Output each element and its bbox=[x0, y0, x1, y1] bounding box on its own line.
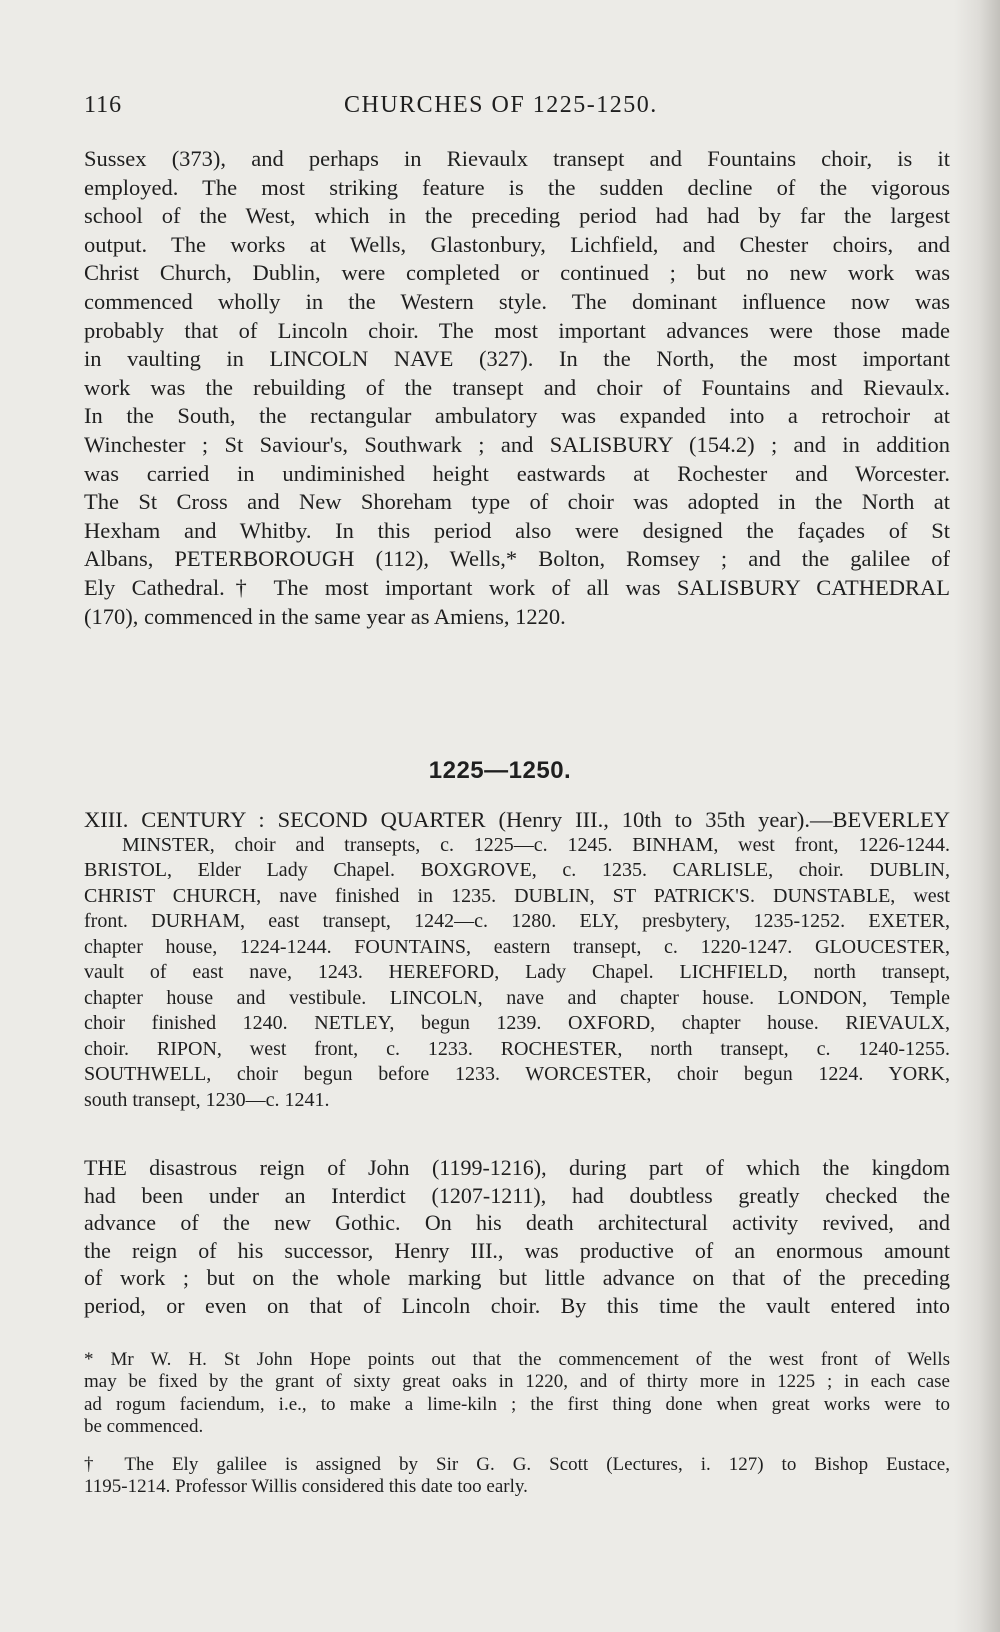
running-title: CHURCHES OF 1225-1250. bbox=[344, 92, 658, 118]
text-line: output. The works at Wells, Glastonbury, Lichfield, and Chester choirs, and bbox=[84, 231, 950, 257]
footnote-line: 1195-1214. Professor Willis considered this date too early. bbox=[84, 1476, 528, 1498]
century-building-list bbox=[84, 807, 950, 1113]
list-line: CHRIST CHURCH, nave finished in 1235. DUBLIN, ST PATRICK'S. DUNSTABLE, west bbox=[84, 884, 950, 907]
page-edge-shadow bbox=[954, 0, 1000, 1632]
list-line: choir finished 1240. NETLEY, begun 1239. OXFORD, chapter house. RIEVAULX, bbox=[84, 1012, 950, 1034]
text-line: Ely Cathedral.† The most important work of all was SALISBURY CATHEDRAL bbox=[84, 574, 950, 600]
footnote-line: may be fixed by the grant of sixty great oaks in 1220, and of thirty more in 1225 ; in each case bbox=[84, 1371, 950, 1393]
text-line: The St Cross and New Shoreham type of choir was adopted in the North at bbox=[84, 489, 950, 515]
running-header bbox=[84, 92, 952, 124]
text-line: commenced wholly in the Western style. The dominant influence now was bbox=[84, 288, 950, 314]
list-line: front. DURHAM, east transept, 1242—c. 1280. ELY, presbytery, 1235-1252. EXETER, bbox=[84, 910, 950, 932]
text-line: of work ; but on the whole marking but little advance on that of the preceding bbox=[84, 1265, 950, 1291]
intro-paragraph bbox=[84, 145, 950, 631]
footnote-line: * Mr W. H. St John Hope points out that the commencement of the west front of Wells bbox=[84, 1349, 950, 1370]
list-line: chapter house, 1224-1244. FOUNTAINS, eastern transept, c. 1220-1247. GLOUCESTER, bbox=[84, 935, 950, 958]
text-line: probably that of Lincoln choir. The most important advances were those made bbox=[84, 317, 950, 343]
text-line: (170), commenced in the same year as Amiens, 1220. bbox=[84, 603, 566, 629]
text-line: Hexham and Whitby. In this period also were designed the façades of St bbox=[84, 517, 950, 543]
text-line: Winchester ; St Saviour's, Southwark ; and SALISBURY (154.2) ; and in addition bbox=[84, 431, 950, 457]
text-line: employed. The most striking feature is the sudden decline of the vigorous bbox=[84, 174, 950, 200]
page-number: 116 bbox=[84, 92, 123, 118]
footnote-ely bbox=[84, 1454, 950, 1499]
text-line: advance of the new Gothic. On his death architectural activity revived, and bbox=[84, 1210, 950, 1236]
list-line: south transept, 1230—c. 1241. bbox=[84, 1088, 330, 1111]
text-line: Christ Church, Dublin, were completed or continued ; but no new work was bbox=[84, 260, 950, 286]
century-heading-line: XIII. CENTURY : SECOND QUARTER (Henry III., 10th to 35th year).—BEVERLEY bbox=[84, 807, 950, 832]
text-line: had been under an Interdict (1207-1211), had doubtless greatly checked the bbox=[84, 1182, 950, 1208]
text-line: THE disastrous reign of John (1199-1216), during part of which the kingdom bbox=[84, 1155, 950, 1180]
text-line: in vaulting in LINCOLN NAVE (327). In the North, the most important bbox=[84, 346, 950, 372]
list-line: chapter house and vestibule. LINCOLN, nave and chapter house. LONDON, Temple bbox=[84, 986, 950, 1009]
footnote-wells bbox=[84, 1349, 950, 1439]
list-line: vault of east nave, 1243. HEREFORD, Lady Chapel. LICHFIELD, north transept, bbox=[84, 961, 950, 983]
footnote-line: be commenced. bbox=[84, 1416, 204, 1438]
footnotes bbox=[84, 1349, 950, 1513]
text-line: In the South, the rectangular ambulatory was expanded into a retrochoir at bbox=[84, 403, 950, 429]
list-line: BRISTOL, Elder Lady Chapel. BOXGROVE, c. 1235. CARLISLE, choir. DUBLIN, bbox=[84, 859, 950, 881]
text-line: work was the rebuilding of the transept and choir of Fountains and Rievaulx. bbox=[84, 374, 950, 400]
section-date-heading: 1225—1250. bbox=[428, 757, 572, 784]
text-line: Albans, PETERBOROUGH (112), Wells,* Bolton, Romsey ; and the galilee of bbox=[84, 546, 950, 572]
narrative-paragraph bbox=[84, 1154, 950, 1320]
text-line: was carried in undiminished height eastwards at Rochester and Worcester. bbox=[84, 460, 950, 486]
list-line: choir. RIPON, west front, c. 1233. ROCHESTER, north transept, c. 1240-1255. bbox=[84, 1037, 950, 1060]
footnote-line: ad rogum faciendum, i.e., to make a lime-kiln ; the first thing done when great works were to bbox=[84, 1393, 950, 1415]
text-line: the reign of his successor, Henry III., was productive of an enormous amount bbox=[84, 1237, 950, 1263]
text-line: school of the West, which in the preceding period had had by far the largest bbox=[84, 203, 950, 229]
text-line: Sussex (373), and perhaps in Rievaulx transept and Fountains choir, is it bbox=[84, 146, 950, 171]
footnote-line: † The Ely galilee is assigned by Sir G. G. Scott (Lectures, i. 127) to Bishop Eustace, bbox=[84, 1453, 950, 1475]
list-line: SOUTHWELL, choir begun before 1233. WORCESTER, choir begun 1224. YORK, bbox=[84, 1063, 950, 1085]
text-line: period, or even on that of Lincoln choir. By this time the vault entered into bbox=[84, 1292, 950, 1318]
list-line: MINSTER, choir and transepts, c. 1225—c. 1245. BINHAM, west front, 1226-1244. bbox=[122, 833, 950, 856]
